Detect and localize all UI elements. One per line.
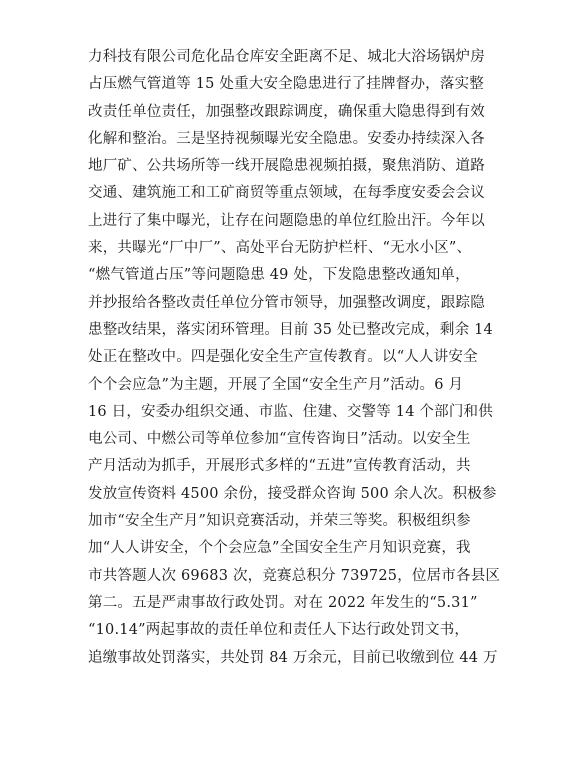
text-line: 化解和整治。三是坚持视频曝光安全隐患。安委办持续深入各 bbox=[88, 130, 485, 147]
text-line: 个个会应急”为主题，开展了全国“安全生产月”活动。6 月 bbox=[88, 376, 464, 393]
text-line: 加“人人讲安全，个个会应急”全国安全生产月知识竞赛，我 bbox=[88, 540, 471, 557]
text-line: 第二。五是严肃事故行政处罚。对在 2022 年发生的“5.31” bbox=[88, 594, 478, 611]
text-line: 上进行了集中曝光，让存在问题隐患的单位红脸出汗。今年以 bbox=[88, 212, 485, 229]
text-line: 并抄报给各整改责任单位分管市领导，加强整改调度，跟踪隐 bbox=[88, 294, 485, 311]
text-line: 追缴事故处罚落实，共处罚 84 万余元，目前已收缴到位 44 万 bbox=[88, 649, 498, 666]
text-line: 产月活动为抓手，开展形式多样的“五进”宣传教育活动，共 bbox=[88, 458, 471, 475]
text-line: 市共答题人次 69683 次，竞赛总积分 739725，位居市各县区 bbox=[88, 567, 501, 584]
text-line: “10.14”两起事故的责任单位和责任人下达行政处罚文书， bbox=[88, 622, 470, 639]
text-line: 处正在整改中。四是强化安全生产宣传教育。以“人人讲安全 bbox=[88, 349, 478, 366]
text-line: 来，共曝光“厂中厂”、高处平台无防护栏杆、“无水小区”、 bbox=[88, 240, 472, 257]
text-line: 发放宣传资料 4500 余份，接受群众咨询 500 余人次。积极参 bbox=[88, 485, 497, 502]
text-line: 改责任单位责任，加强整改跟踪调度，确保重大隐患得到有效 bbox=[88, 103, 485, 120]
text-line: 地厂矿、公共场所等一线开展隐患视频拍摄，聚焦消防、道路 bbox=[88, 158, 485, 175]
text-line: 占压燃气管道等 15 处重大安全隐患进行了挂牌督办，落实整 bbox=[88, 76, 484, 93]
text-line: 力科技有限公司危化品仓库安全距离不足、城北大浴场锅炉房 bbox=[88, 49, 485, 65]
body-text bbox=[88, 44, 508, 672]
text-line: 加市“安全生产月”知识竞赛活动，并荣三等奖。积极组织参 bbox=[88, 513, 471, 530]
text-line: 患整改结果，落实闭环管理。目前 35 处已整改完成，剩余 14 bbox=[88, 321, 493, 338]
text-line: “燃气管道占压”等问题隐患 49 处，下发隐患整改通知单， bbox=[88, 267, 470, 284]
text-line: 16 日，安委办组织交通、市监、住建、交警等 14 个部门和供 bbox=[88, 403, 493, 420]
text-line: 交通、建筑施工和工矿商贸等重点领域，在每季度安委会会议 bbox=[88, 185, 485, 202]
text-line: 电公司、中燃公司等单位参加“宣传咨询日”活动。以安全生 bbox=[88, 431, 471, 448]
